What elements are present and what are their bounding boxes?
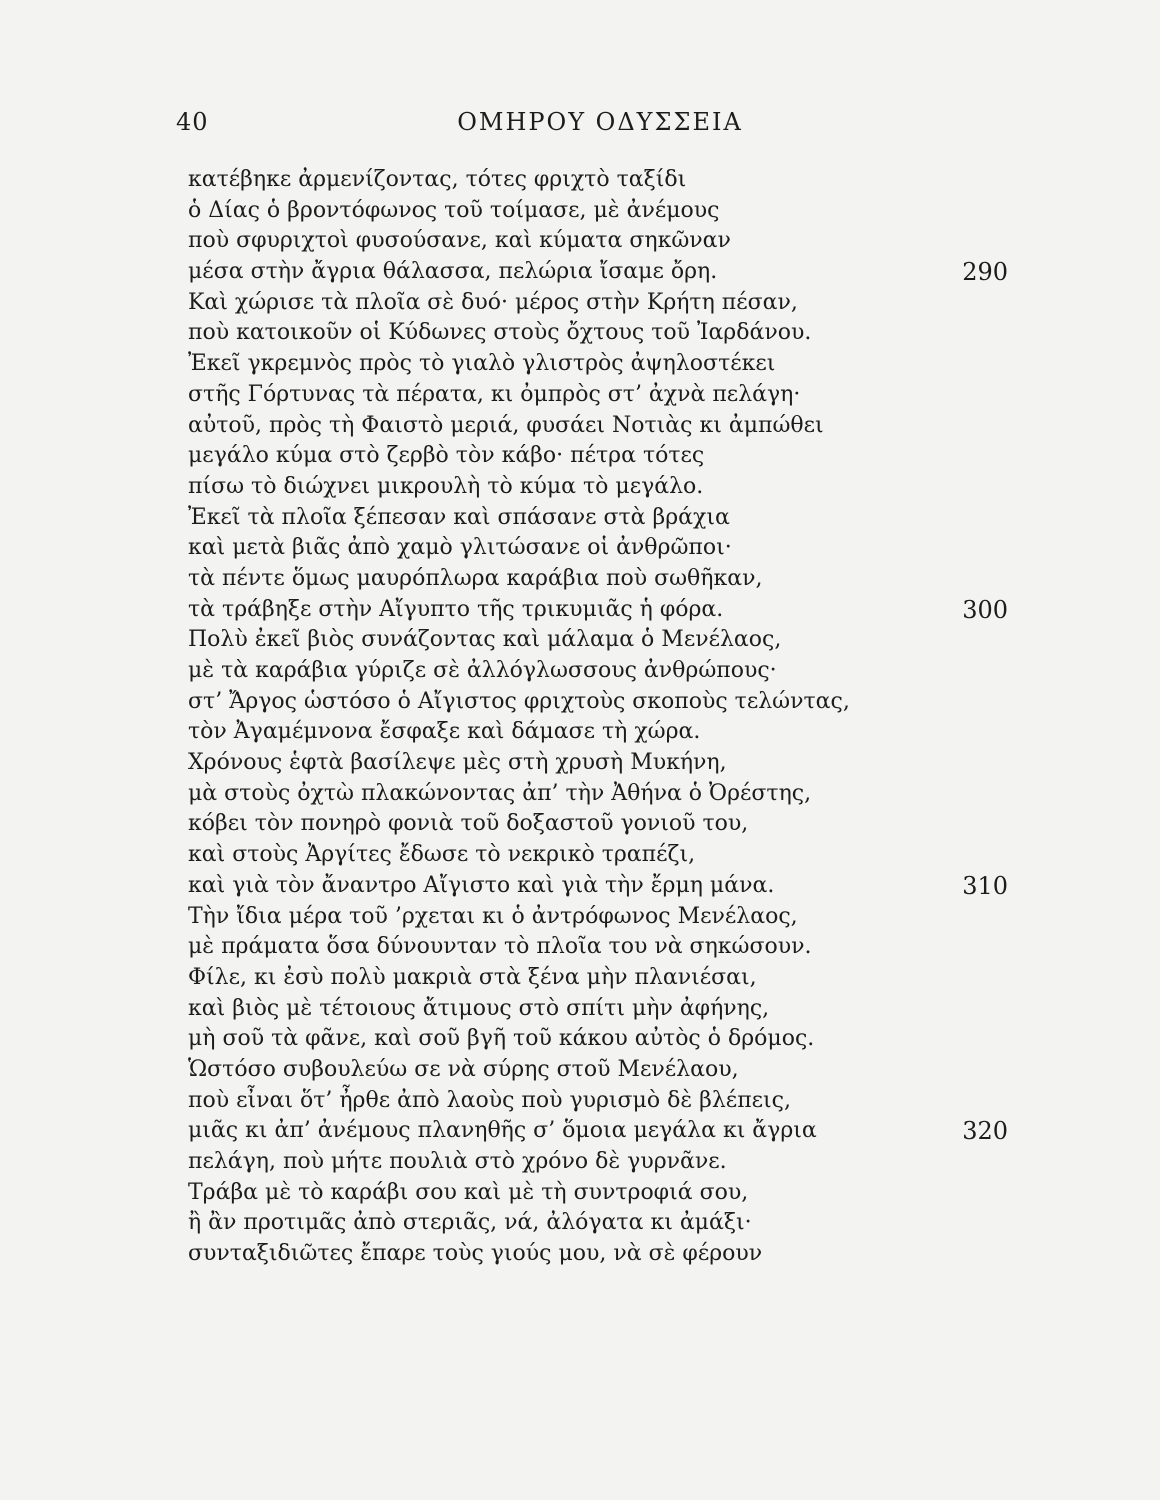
verse-text: τὸν Ἀγαμέμνονα ἔσφαξε καὶ δάμασε τὴ χώρα. — [188, 719, 701, 745]
verse-line — [188, 932, 1028, 963]
verse-text: μεγάλο κύμα στὸ ζερβὸ τὸν κάβο· πέτρα τότες — [188, 443, 705, 469]
verse-text: Χρόνους ἑφτὰ βασίλεψε μὲς στὴ χρυσὴ Μυκήνη, — [188, 750, 727, 776]
verse-text: ποὺ εἶναι ὅτ’ ἦρθε ἀπὸ λαοὺς ποὺ γυρισμὸ δὲ βλέπεις, — [188, 1087, 791, 1113]
verse-line — [188, 994, 1028, 1025]
verse-text: κόβει τὸν πονηρὸ φονιὰ τοῦ δοξαστοῦ γονιοῦ του, — [188, 811, 749, 837]
verse-text: μέσα στὴν ἄγρια θάλασσα, πελώρια ἴσαμε ὄρη. — [188, 259, 718, 285]
verse-text: ποὺ σφυριχτοὶ φυσούσανε, καὶ κύματα σηκῶναν — [188, 228, 731, 254]
verse-line — [188, 963, 1028, 994]
verse-text: Τράβα μὲ τὸ καράβι σου καὶ μὲ τὴ συντροφιά σου, — [188, 1179, 749, 1205]
verse-line — [188, 1239, 1028, 1270]
line-number: 310 — [962, 871, 1008, 900]
verse-line — [188, 687, 1028, 718]
verse-text: μὰ στοὺς ὀχτὼ πλακώνοντας ἀπ’ τὴν Ἀθήνα ὁ Ὀρέστης, — [188, 780, 812, 806]
verse-text: συνταξιδιῶτες ἔπαρε τοὺς γιούς μου, νὰ σὲ φέρουν — [188, 1241, 763, 1267]
line-number: 300 — [962, 595, 1008, 624]
verse-line — [188, 165, 1028, 196]
running-title: ΟΜΗΡΟΥ ΟΔΥΣΣΕΙΑ — [457, 108, 743, 136]
verse-line — [188, 472, 1028, 503]
verse-line — [188, 349, 1028, 380]
verse-line — [188, 1208, 1028, 1239]
page-number: 40 — [176, 108, 209, 136]
verse-text: αὐτοῦ, πρὸς τὴ Φαιστὸ μεριά, φυσάει Νοτιὰς κι ἀμπώθει — [188, 412, 824, 438]
verse-line — [188, 564, 1028, 595]
verse-line — [188, 533, 1028, 564]
verse-line — [188, 595, 1028, 626]
verse-block — [188, 165, 1028, 1270]
verse-text: τὰ τράβηξε στὴν Αἴγυπτο τῆς τρικυμιᾶς ἡ φόρα. — [188, 596, 724, 622]
verse-text: στ’ Ἄργος ὡστόσο ὁ Αἴγιστος φριχτοὺς σκοποὺς τελώντας, — [188, 688, 850, 714]
verse-text: Ὡστόσο συβουλεύω σε νὰ σύρης στοῦ Μενέλαου, — [188, 1056, 739, 1082]
verse-line — [188, 196, 1028, 227]
verse-text: τὰ πέντε ὅμως μαυρόπλωρα καράβια ποὺ σωθῆκαν, — [188, 565, 763, 591]
verse-text: πελάγη, ποὺ μήτε πουλιὰ στὸ χρόνο δὲ γυρνᾶνε. — [188, 1149, 727, 1174]
verse-text: ποὺ κατοικοῦν οἱ Κύδωνες στοὺς ὄχτους τοῦ Ἰαρδάνου. — [188, 320, 812, 346]
verse-line — [188, 840, 1028, 871]
verse-line — [188, 717, 1028, 748]
verse-line — [188, 656, 1028, 687]
verse-text: Τὴν ἴδια μέρα τοῦ ’ρχεται κι ὁ ἀντρόφωνος Μενέλαος, — [188, 903, 798, 929]
verse-line — [188, 318, 1028, 349]
verse-text: Καὶ χώρισε τὰ πλοῖα σὲ δυό· μέρος στὴν Κρήτη πέσαν, — [188, 289, 798, 315]
verse-text: στῆς Γόρτυνας τὰ πέρατα, κι ὀμπρὸς στ’ ἀχνὰ πελάγη· — [188, 381, 801, 407]
verse-text: μὴ σοῦ τὰ φᾶνε, καὶ σοῦ βγῆ τοῦ κάκου αὐτὸς ὁ δρόμος. — [188, 1026, 815, 1052]
verse-text: καὶ μετὰ βιᾶς ἀπὸ χαμὸ γλιτώσανε οἱ ἀνθρῶποι· — [188, 535, 732, 561]
line-number: 290 — [962, 258, 1008, 287]
verse-line — [188, 1055, 1028, 1086]
verse-line — [188, 748, 1028, 779]
verse-line — [188, 257, 1028, 288]
verse-line — [188, 871, 1028, 902]
line-number: 320 — [962, 1117, 1008, 1146]
verse-text: μὲ τὰ καράβια γύριζε σὲ ἀλλόγλωσσους ἀνθρώπους· — [188, 658, 777, 683]
verse-text: ἢ ἂν προτιμᾶς ἀπὸ στεριᾶς, νά, ἀλόγατα κι ἀμάξι· — [188, 1210, 752, 1236]
verse-line — [188, 809, 1028, 840]
verse-line — [188, 288, 1028, 319]
verse-text: μὲ πράματα ὅσα δύνουνταν τὸ πλοῖα του νὰ σηκώσουν. — [188, 934, 812, 960]
verse-line — [188, 1086, 1028, 1117]
verse-text: καὶ γιὰ τὸν ἄναντρο Αἴγιστο καὶ γιὰ τὴν ἔρμη μάνα. — [188, 872, 775, 898]
verse-line — [188, 1024, 1028, 1055]
verse-line — [188, 441, 1028, 472]
verse-text: πίσω τὸ διώχνει μικρουλὴ τὸ κύμα τὸ μεγάλο. — [188, 473, 704, 499]
verse-text: Φίλε, κι ἐσὺ πολὺ μακριὰ στὰ ξένα μὴν πλανιέσαι, — [188, 964, 757, 990]
verse-line — [188, 380, 1028, 411]
verse-line — [188, 503, 1028, 534]
verse-text: Ἐκεῖ γκρεμνὸς πρὸς τὸ γιαλὸ γλιστρὸς ἀψηλοστέκει — [188, 351, 776, 377]
verse-text: καὶ στοὺς Ἀργίτες ἔδωσε τὸ νεκρικὸ τραπέζι, — [188, 842, 696, 868]
verse-text: Ἐκεῖ τὰ πλοῖα ξέπεσαν καὶ σπάσανε στὰ βράχια — [188, 504, 730, 530]
verse-text: κατέβηκε ἀρμενίζοντας, τότες φριχτὸ ταξίδι — [188, 167, 687, 192]
verse-text: ὁ Δίας ὁ βροντόφωνος τοῦ τοίμασε, μὲ ἀνέμους — [188, 197, 720, 223]
verse-line — [188, 226, 1028, 257]
verse-text: καὶ βιὸς μὲ τέτοιους ἄτιμους στὸ σπίτι μὴν ἀφήνης, — [188, 995, 770, 1021]
verse-line — [188, 411, 1028, 442]
verse-line — [188, 1116, 1028, 1147]
verse-line — [188, 1147, 1028, 1178]
verse-line — [188, 779, 1028, 810]
verse-line — [188, 902, 1028, 933]
verse-text: μιᾶς κι ἀπ’ ἀνέμους πλανηθῆς σ’ ὅμοια μεγάλα κι ἄγρια — [188, 1118, 817, 1144]
verse-line — [188, 1178, 1028, 1209]
verse-text: Πολὺ ἐκεῖ βιὸς συνάζοντας καὶ μάλαμα ὁ Μενέλαος, — [188, 627, 782, 653]
verse-line — [188, 625, 1028, 656]
